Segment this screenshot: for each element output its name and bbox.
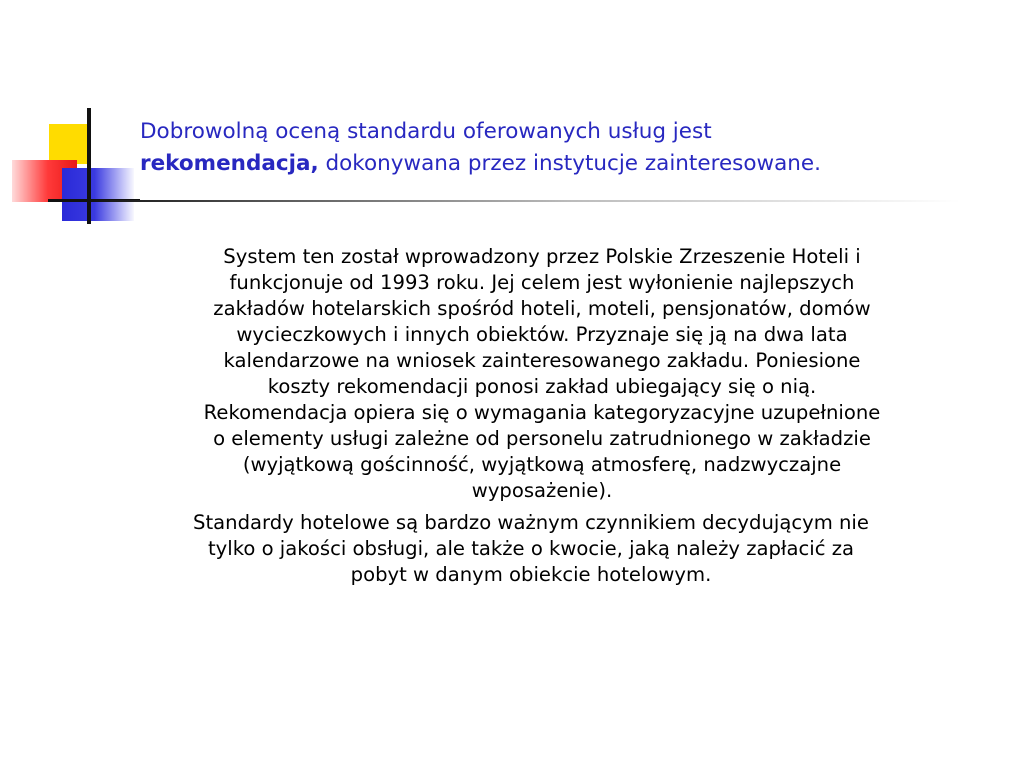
paragraph-line: Rekomendacja opiera się o wymagania kategoryzacyjne uzupełnione (203, 401, 881, 424)
paragraph-line: wycieczkowych i innych obiektów. Przyznaje się ją na dwa lata (236, 323, 848, 346)
title-line-1: Dobrowolną oceną standardu oferowanych usług jest (140, 119, 712, 144)
decorative-logo-icon (0, 0, 140, 230)
paragraph-line: tylko o jakości obsługi, ale także o kwocie, jaką należy zapłacić za (207, 537, 855, 560)
paragraph-line: (wyjątkową gościnność, wyjątkową atmosferę, nadzwyczajne (242, 453, 842, 476)
yellow-square-icon (49, 124, 88, 164)
paragraph-line: System ten został wprowadzony przez Polskie Zrzeszenie Hoteli i (223, 245, 861, 268)
paragraph-line: pobyt w danym obiekcie hotelowym. (350, 563, 712, 586)
title-divider (90, 200, 960, 202)
blue-square-icon (62, 168, 134, 221)
paragraph-line: zakładów hotelarskich spośród hoteli, moteli, pensjonatów, domów (213, 297, 871, 320)
title-line-2 (140, 148, 1000, 180)
paragraph-line: koszty rekomendacji ponosi zakład ubiegający się o nią. (267, 375, 817, 398)
paragraph-line: funkcjonuje od 1993 roku. Jej celem jest wyłonienie najlepszych (229, 271, 855, 294)
title-bold-word: rekomendacja, (140, 151, 319, 176)
paragraph-line: wyposażenie). (471, 479, 613, 502)
paragraph-line: o elementy usługi zależne od personelu zatrudnionego w zakładzie (213, 427, 871, 450)
paragraph-2 (86, 510, 976, 588)
slide-body (86, 244, 976, 588)
paragraph-1 (86, 244, 976, 504)
vertical-line-icon (87, 108, 91, 224)
paragraph-line: kalendarzowe na wniosek zainteresowanego zakładu. Poniesione (223, 349, 861, 372)
slide-title (140, 116, 1000, 180)
title-rest: dokonywana przez instytucje zainteresowane. (318, 151, 821, 176)
paragraph-line: Standardy hotelowe są bardzo ważnym czynnikiem decydującym nie (193, 511, 869, 534)
